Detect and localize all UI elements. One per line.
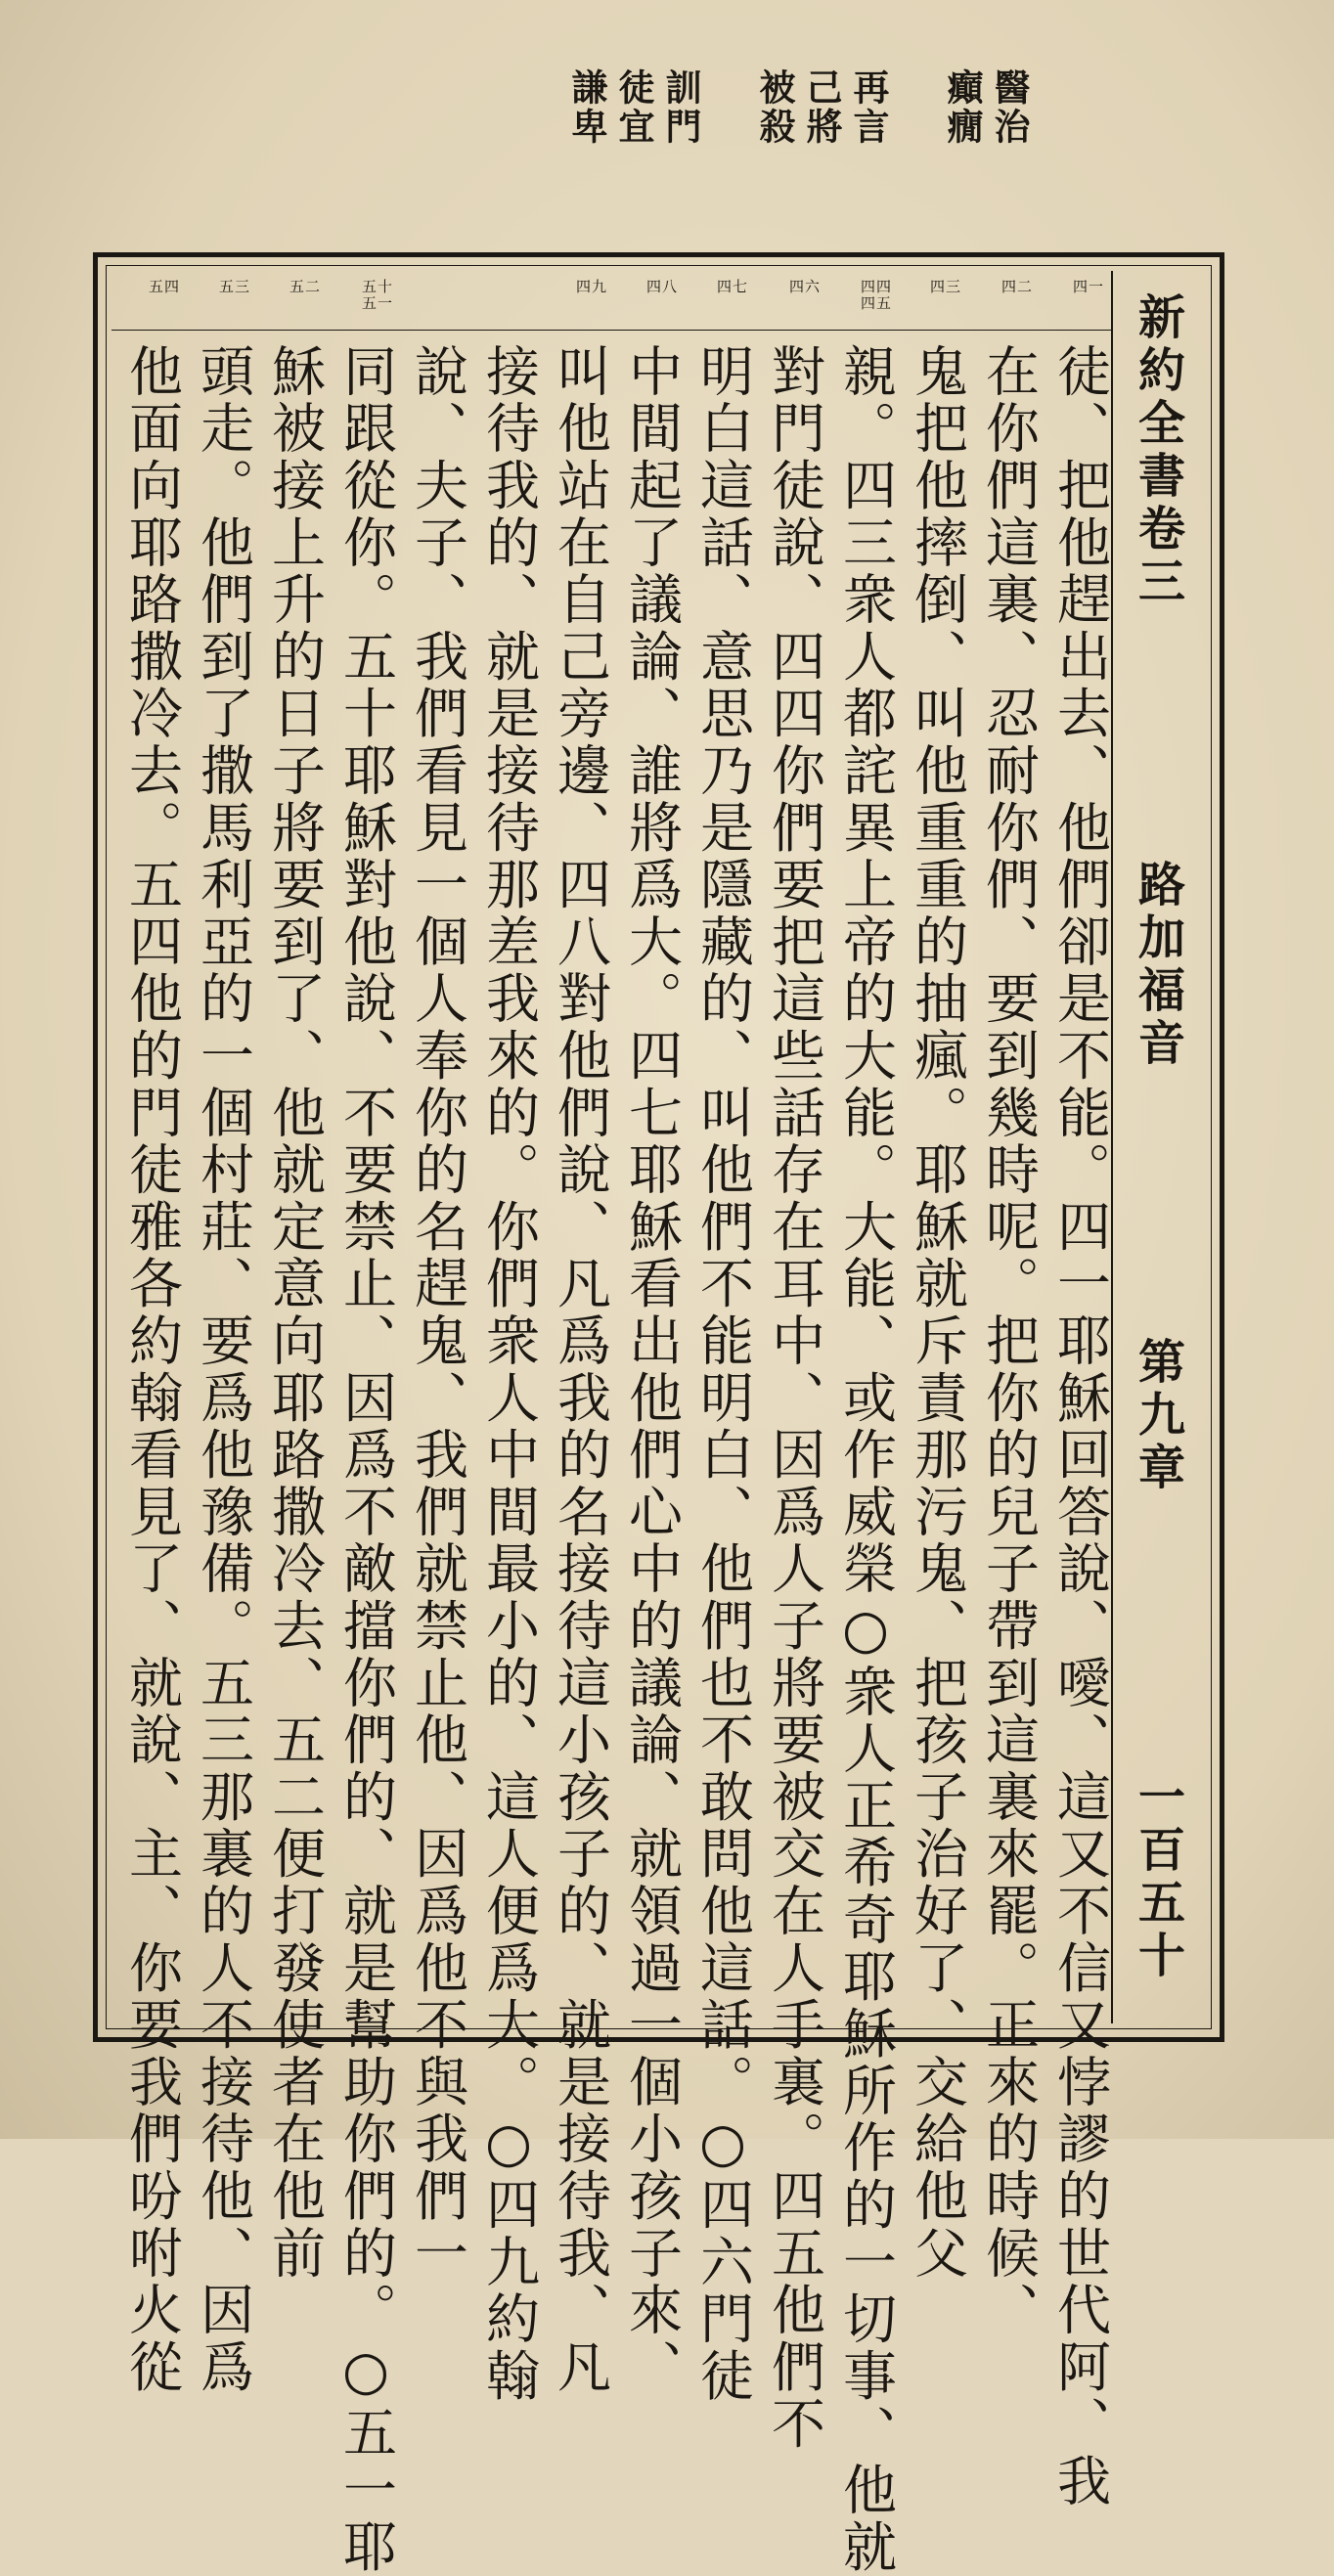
text-column: 明白這話、意思乃是隱藏的、叫他們不能明白、他們也不敢問他這話。○四六門徒	[691, 343, 754, 2405]
text-column: 鬼把他摔倒、叫他重重的抽瘋。耶穌就斥責那污鬼、把孩子治好了、交給他父	[906, 343, 968, 2283]
marginal-note-foretells-death	[753, 68, 890, 147]
verse-marker: 四七	[716, 278, 748, 295]
running-header	[1111, 271, 1203, 2023]
text-column: 親。四三衆人都詫異上帝的大能。大能、或作威榮○衆人正希奇耶穌所作的一切事、他就	[834, 343, 897, 2576]
chapter-label: 第九章	[1130, 1337, 1185, 1495]
text-column: 頭走。他們到了撒馬利亞的一個村莊、要爲他豫備。五三那裏的人不接待他、因爲	[192, 343, 254, 2396]
verse-number-strip	[111, 271, 1113, 331]
marginal-note-line: 訓門	[659, 68, 702, 147]
marginal-note-line: 徒宜	[612, 68, 655, 147]
text-column: 穌被接上升的日子將要到了、他就定意向耶路撒冷去、五二便打發使者在他前	[263, 343, 326, 2283]
page-number: 一百五十	[1130, 1772, 1185, 1983]
marginal-note-line: 己將	[800, 68, 843, 147]
verse-marker: 四一	[1072, 278, 1104, 295]
marginal-note-line: 謙卑	[565, 68, 608, 147]
marginal-note-line: 癲癇	[941, 68, 984, 147]
text-column: 在你們這裏、忍耐你們、要到幾時呢。把你的兒子帶到這裏來罷。正來的時候、	[977, 343, 1040, 2339]
verse-marker: 四六	[788, 278, 821, 295]
verse-marker: 五二	[289, 278, 321, 295]
verse-marker: 五四	[148, 278, 180, 295]
text-column: 中間起了議論、誰將爲大。四七耶穌看出他們心中的議論、就領過一個小孩子來、	[620, 343, 683, 2396]
verse-marker: 四三	[929, 278, 961, 295]
text-column: 對門徒說、四四你們要把這些話存在耳中、因爲人子將要被交在人手裏。四五他們不	[763, 343, 825, 2454]
book-title: 新約全書卷三	[1130, 292, 1185, 609]
text-column: 他面向耶路撒冷去。五四他的門徒雅各約翰看見了、就說、主、你要我們吩咐火從	[120, 343, 183, 2396]
scripture-text	[111, 333, 1113, 2576]
text-column: 同跟從你。五十耶穌對他說、不要禁止、因爲不敵擋你們的、就是幫助你們的。○五一耶	[334, 343, 397, 2576]
marginal-note-healing	[941, 68, 1031, 147]
verse-marker: 五三	[218, 278, 250, 295]
text-column: 說、夫子、我們看見一個人奉你的名趕鬼、我們就禁止他、因爲他不與我們一	[406, 343, 468, 2283]
gospel-name: 路加福音	[1130, 860, 1185, 1071]
verse-marker: 四四 四五	[860, 278, 892, 312]
text-frame	[93, 252, 1224, 2576]
verse-marker: 五十 五一	[361, 278, 393, 312]
verse-marker: 四九	[575, 278, 607, 295]
marginal-note-line: 醫治	[988, 68, 1031, 147]
marginal-notes	[565, 68, 1031, 147]
text-column: 徒、把他趕出去、他們卻是不能。四一耶穌回答說、噯、這又不信又悖謬的世代阿、我	[1048, 343, 1111, 2510]
text-column: 叫他站在自己旁邊、四八對他們說、凡爲我的名接待這小孩子的、就是接待我、凡	[549, 343, 611, 2396]
marginal-note-line: 再言	[847, 68, 890, 147]
verse-marker: 四八	[645, 278, 678, 295]
text-column: 接待我的、就是接待那差我來的。你們衆人中間最小的、這人便爲大。○四九約翰	[477, 343, 540, 2405]
verse-marker: 四二	[1000, 278, 1033, 295]
marginal-note-line: 被殺	[753, 68, 796, 147]
marginal-note-humility	[565, 68, 702, 147]
